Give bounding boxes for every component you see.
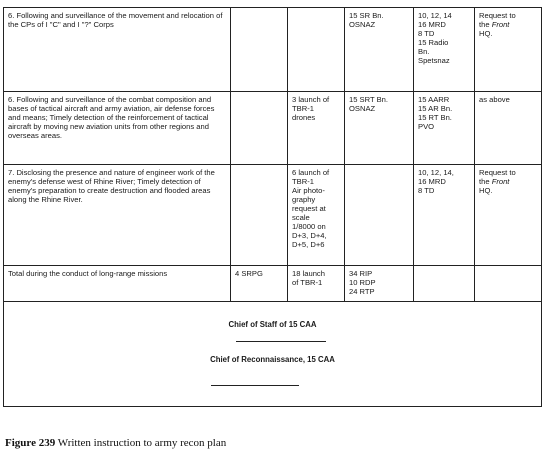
notes-cell xyxy=(475,92,542,165)
cell-line: 1/8000 on xyxy=(292,222,326,231)
cell-line: graphy xyxy=(292,195,316,204)
cell-word: the xyxy=(479,20,490,29)
cell-line: 15 AARR xyxy=(418,95,450,104)
cell-line: TBR-1 xyxy=(292,177,314,186)
units-cell xyxy=(345,92,414,165)
signature-divider xyxy=(236,341,326,342)
chief-of-recon-signature: Chief of Reconnaissance, 15 CAA xyxy=(210,355,335,364)
cell-line: request at xyxy=(292,204,326,213)
cell-line: 15 SRT Bn. xyxy=(349,95,388,104)
cell-line: as above xyxy=(479,95,510,104)
means-cell xyxy=(288,92,345,165)
table-row-total xyxy=(4,266,542,302)
cell-line: 10 RDP xyxy=(349,278,376,287)
table-row xyxy=(4,8,542,92)
cell-line: 16 MRD xyxy=(418,177,446,186)
cell-line: scale xyxy=(292,213,310,222)
cell-line: Request to xyxy=(479,11,516,20)
table-row xyxy=(4,165,542,266)
cell-line: HQ. xyxy=(479,186,493,195)
cell-line: D+5, D+6 xyxy=(292,240,325,249)
units-cell xyxy=(345,8,414,92)
cell-line: 6 launch of xyxy=(292,168,330,177)
cell-line: 18 launch xyxy=(292,269,325,278)
task-cell: Total during the conduct of long-range missions xyxy=(4,266,231,302)
notes-cell xyxy=(475,8,542,92)
cell-line: TBR-1 xyxy=(292,104,314,113)
cell-line: 15 Radio xyxy=(418,38,449,47)
cell-line: OSNAZ xyxy=(349,20,376,29)
forces-cell xyxy=(231,92,288,165)
caption-text: Written instruction to army recon plan xyxy=(55,437,227,449)
cell-line: Request to xyxy=(479,168,516,177)
signature-block xyxy=(4,302,542,407)
notes-cell xyxy=(475,165,542,266)
units-cell xyxy=(345,165,414,266)
notes-cell xyxy=(475,266,542,302)
cell-line: 15 SR Bn. xyxy=(349,11,384,20)
cell-line: HQ. xyxy=(479,29,493,38)
table-row xyxy=(4,92,542,165)
cell-line: drones xyxy=(292,113,316,122)
means-cell xyxy=(288,8,345,92)
figure-caption xyxy=(5,437,226,449)
forces-cell xyxy=(231,165,288,266)
cell-line: OSNAZ xyxy=(349,104,376,113)
cell-line: 24 RTP xyxy=(349,287,375,296)
forces-cell: 4 SRPG xyxy=(231,266,288,302)
means-cell xyxy=(288,266,345,302)
task-cell: 6. Following and surveillance of the movement and relocation of the CPs of I "C" and I "?" Corps xyxy=(4,8,231,92)
cell-line xyxy=(479,20,538,29)
cell-line: D+3, D+4, xyxy=(292,231,327,240)
cell-line: 3 launch of xyxy=(292,95,330,104)
cell-line: 15 RT Bn. xyxy=(418,113,452,122)
cell-line: 8 TD xyxy=(418,186,435,195)
cell-word-italic: Front xyxy=(491,177,510,186)
signature-line xyxy=(211,385,299,386)
task-cell: 7. Disclosing the presence and nature of engineer work of the enemy's defense west of Rhine River; Timely detection of enemy's preparation to create destruction and flooded areas along the Rhine River. xyxy=(4,165,231,266)
cell-word-italic: Front xyxy=(491,20,510,29)
recipients-cell xyxy=(414,266,475,302)
recipients-cell xyxy=(414,92,475,165)
recipients-cell xyxy=(414,165,475,266)
cell-word: the xyxy=(479,177,490,186)
cell-line: 10, 12, 14, xyxy=(418,168,454,177)
recipients-cell xyxy=(414,8,475,92)
cell-line: 10, 12, 14 xyxy=(418,11,452,20)
cell-line: Air photo- xyxy=(292,186,325,195)
cell-line: Spetsnaz xyxy=(418,56,450,65)
units-cell xyxy=(345,266,414,302)
cell-line: PVO xyxy=(418,122,435,131)
signature-row xyxy=(4,302,542,407)
cell-line: 34 RIP xyxy=(349,269,373,278)
cell-line: 15 AR Bn. xyxy=(418,104,453,113)
task-cell: 6. Following and surveillance of the combat composition and bases of tactical aircraft and army aviation, air defense forces and means; Timely detection of the reinforcement of tactical aircraft by moving new aviation units from other regions and overseas areas. xyxy=(4,92,231,165)
chief-of-staff-signature: Chief of Staff of 15 CAA xyxy=(228,320,317,329)
cell-line: 8 TD xyxy=(418,29,435,38)
figure-number: Figure 239 xyxy=(5,437,56,449)
cell-line: of TBR-1 xyxy=(292,278,323,287)
means-cell xyxy=(288,165,345,266)
cell-line: Bn. xyxy=(418,47,430,56)
recon-plan-table xyxy=(3,7,542,407)
forces-cell xyxy=(231,8,288,92)
cell-line: 16 MRD xyxy=(418,20,446,29)
cell-line xyxy=(479,177,538,186)
